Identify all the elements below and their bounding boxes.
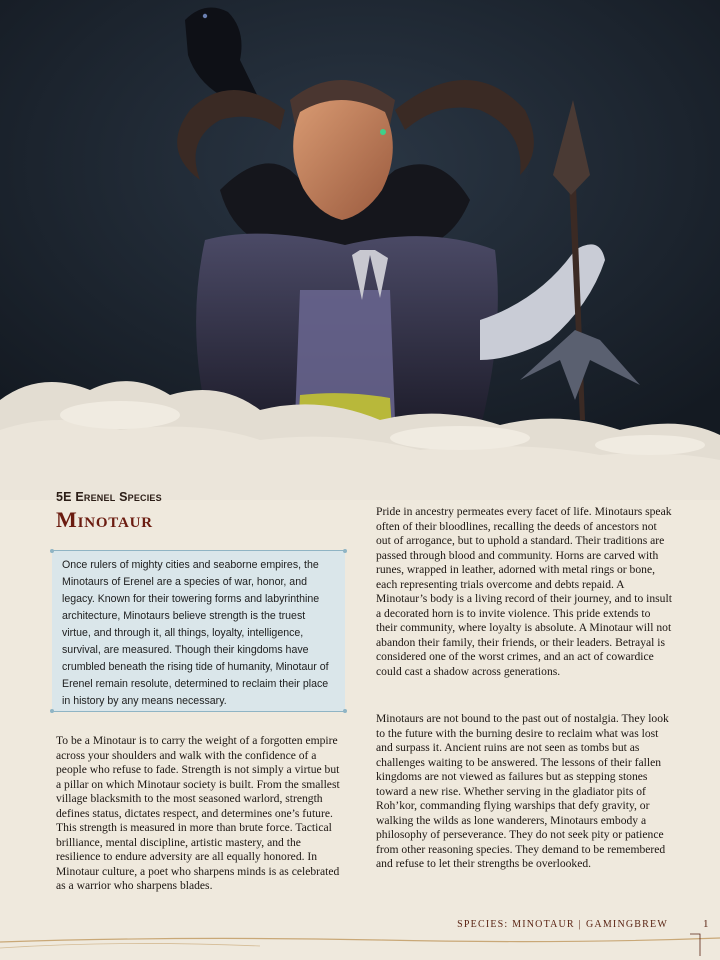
footer-section-label: SPECIES: MINOTAUR [457,919,575,930]
page-number: 1 [703,918,709,930]
callout-corner-dot [343,549,347,553]
page-title: Minotaur [56,507,153,532]
footer-ornament [0,928,720,960]
body-paragraph-right-1: Pride in ancestry permeates every facet of life. Minotaurs speak often of their bloodlines, recalling the deeds of ancestors not out of arrogance, but to uphold a standard. Their traditions are passed through blood and community. Horns are carved with runes, wrapped in leather, adorned with metal rings or bone, each representing trials overcome and debts repaid. A Minotaur’s body is a living record of their journey, and to insult a decorated horn is to invite violence. This pride extends to their community, where loyalty is absolute. A Minotaur will not abandon their family, their friends, or their leaders. Betrayal is considered one of the worst crimes, and an act of cowardice could cast a shadow across generations. [376,505,672,678]
callout-corner-dot [50,709,54,713]
body-paragraph-right-2: Minotaurs are not bound to the past out of nostalgia. They look to the future with the burning desire to reclaim what was lost and surpass it. Ancient ruins are not seen as tombs but as challenges waiting to be answered. The lessons of their fallen kingdoms are not viewed as failures but as stepping stones toward a new rise. Whether serving in the gladiator pits of Roh’kor, commanding flying warships that defy gravity, or walking the wilds as lone wanderers, Minotaurs embody a philosophy of perseverance. They do not seek pity or patience from other reasoning species. They demand to be remembered and refuse to let their strengths be overlooked. [376,712,669,870]
intro-callout-box [52,550,345,712]
section-kicker: 5E Erenel Species [56,490,162,504]
body-paragraph-left: To be a Minotaur is to carry the weight of a forgotten empire across your shoulders and walk with the confidence of a people who refuse to fade. Strength is not simply a virtue but a pillar on which Minotaur society is built. From the smallest village blacksmith to the most seasoned warlord, strength defines status, dictates respect, and determines one’s future. This strength is measured in more than brute force. Tactical brilliance, mental discipline, artistic mastery, and the resilience to endure adversity are all equally honored. In Minotaur culture, a poet who sharpens minds is as celebrated as a warrior who sharpens blades. [56,734,340,892]
footer-brand: GAMINGBREW [586,919,668,930]
callout-corner-dot [50,549,54,553]
footer-separator: | [578,919,582,930]
callout-corner-dot [343,709,347,713]
callout-text: Once rulers of mighty cities and seaborne empires, the Minotaurs of Erenel are a species of war, honor, and legacy. Known for their towering forms and labyrinthine architecture, Minotaurs believe strength is the truest virtue, and through it, all things, loyalty, intelligence, survival, are measured. Though their kingdoms have crumbled beneath the rising tide of humanity, Minotaur of Erenel remain resolute, determined to reclaim their place in history by any means necessary. [62,559,329,707]
